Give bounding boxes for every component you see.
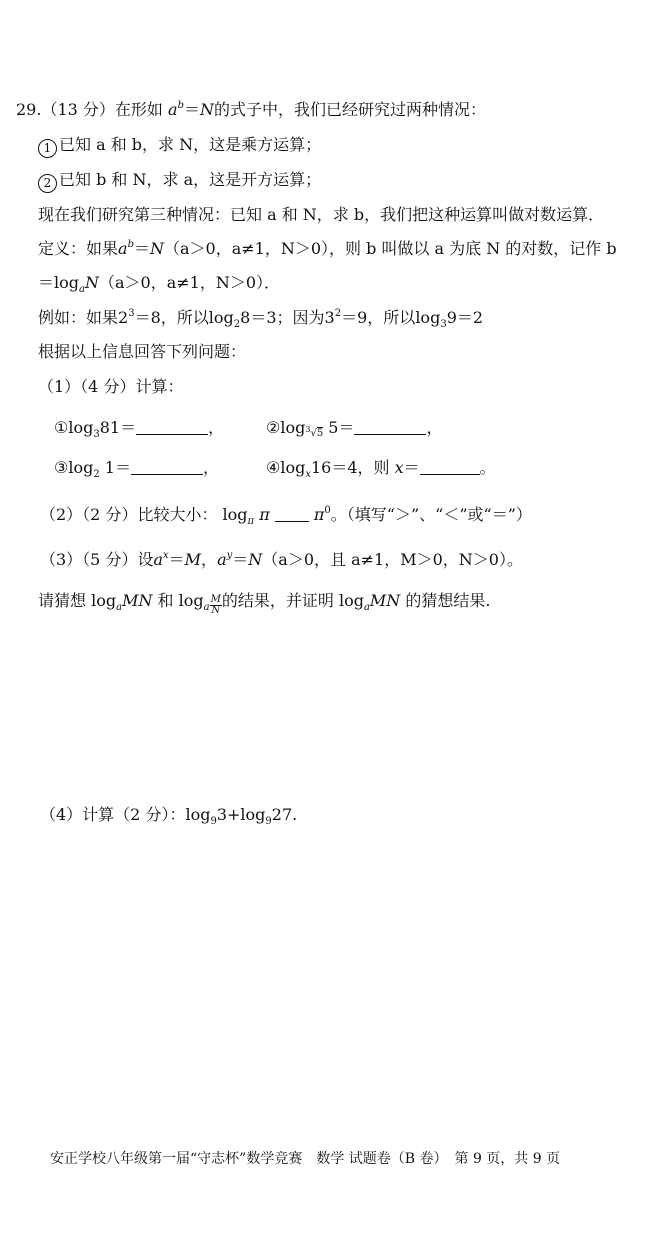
part4-line: （4）计算（2 分）：$\log_93+\log_927$. [40, 805, 298, 827]
example-text-4: ，所以 [367, 308, 416, 327]
prompt-text-3: 的结果，并证明 [221, 591, 334, 610]
intro-text-2: 的式子中，我们已经研究过两种情况： [213, 100, 486, 119]
item-4-text: ＝4，则 [331, 458, 390, 477]
definition-line-2: $=\log_aN(a>0$，a≠1，N＞0）． [38, 273, 280, 295]
question-number: 29. [16, 100, 42, 119]
definition-text-3: （a＞0，a≠1，N＞0）． [98, 273, 280, 292]
part4-label-text: （4）计算（2 分）： [40, 805, 186, 824]
part1-label-text: （1）（4 分）计算： [38, 377, 184, 396]
prompt-text-2: 和 [157, 591, 174, 610]
part2-line: （2）（2 分）比较大小： $\log_\pi \pi$ $\pi^0$。（填写“＞”、“＜”或“＝”） [40, 505, 532, 527]
part2-hint: 。（填写“＞”、“＜”或“＝”） [330, 505, 532, 524]
part1-item-2: $②\log^3√5$ 5＝ ， [266, 418, 443, 439]
page-footer: 安正学校八年级第一届“守志杯”数学竞赛 数学 试题卷（B 卷） 第 9 页，共 9 页 [50, 1151, 561, 1167]
case-1 [38, 135, 321, 158]
part1-item-4: $④\log_x16=4$，则 x＝ 。 [266, 458, 496, 480]
marker-circle-1: 1 [38, 139, 57, 158]
prompt-text-1: 请猜想 [38, 591, 87, 610]
part3-prompt: 请猜想 $\log_aMN$ 和 $\log_a$ $\frac{M}{N}$ 的结果，并证明 $\log_aMN$ 的猜想结果. [38, 591, 491, 616]
case-3 [38, 205, 604, 225]
instruction-text: 根据以上信息回答下列问题： [38, 342, 247, 361]
example-text-2: ，所以 [160, 308, 209, 327]
part1-label [38, 377, 183, 397]
item-marker-4: ④ [266, 458, 281, 477]
part1-item-3: $③\log_2$ 1＝ ， [54, 458, 220, 480]
case-3-text: 现在我们研究第三种情况：已知 a 和 N，求 b，我们把这种运算叫做对数运算． [38, 205, 605, 224]
answer-blank-1[interactable] [136, 420, 208, 435]
part2-label-text: （2）（2 分）比较大小： [40, 505, 218, 524]
item-marker-1: ① [54, 418, 69, 437]
case-2 [38, 170, 321, 193]
question-points: （13 分） [41, 100, 115, 119]
definition-text-2: （a＞0，a≠1，N＞0），则 b 叫做以 a 为底 N 的对数，记作 b [163, 239, 617, 258]
prompt-text-4: 的猜想结果. [405, 591, 491, 610]
example-text: 例如：如果 [38, 308, 119, 327]
case-1-text: 已知 a 和 b，求 N，这是乘方运算； [59, 135, 322, 154]
fraction-m-over-n: $\frac{M}{N}$ [210, 594, 221, 616]
answer-blank-2[interactable] [354, 420, 426, 435]
part3-label-text: （3）（5 分）设 [40, 550, 154, 569]
part3-line: （3）（5 分）设$a^x=M$，$a^y=N(a>0$，且 a≠1，M＞0，N＞0）。 [40, 550, 523, 569]
example-line: 例如：如果$2^3=8$，所以$\log_28=3$；因为$3^2=9$，所以$\log_39=2$ [38, 308, 484, 330]
part3-conditions: （a＞0，且 a≠1，M＞0，N＞0）。 [262, 550, 523, 569]
definition-line-1: 定义：如果$a^b=N(a>0$，a≠1，N＞0），则 b 叫做以 a 为底 N 的对数，记作 b [38, 239, 617, 258]
item-marker-3: ③ [54, 458, 69, 477]
example-text-3: ；因为 [276, 308, 325, 327]
compare-blank[interactable] [275, 507, 309, 522]
part4-period: . [292, 805, 298, 824]
answer-blank-3[interactable] [131, 460, 203, 475]
part1-item-1: $①\log_381=$ ， [54, 418, 225, 440]
instruction [38, 342, 246, 362]
definition-text: 定义：如果 [38, 239, 119, 258]
answer-blank-4[interactable] [420, 460, 480, 475]
intro-text: 在形如 [114, 100, 163, 119]
item-marker-2: ② [266, 418, 281, 437]
case-2-text: 已知 b 和 N，求 a，这是开方运算； [59, 170, 322, 189]
question-header: 29.（13 分）在形如 $a^b=N$的式子中，我们已经研究过两种情况： [16, 100, 486, 119]
marker-circle-2: 2 [38, 174, 57, 193]
